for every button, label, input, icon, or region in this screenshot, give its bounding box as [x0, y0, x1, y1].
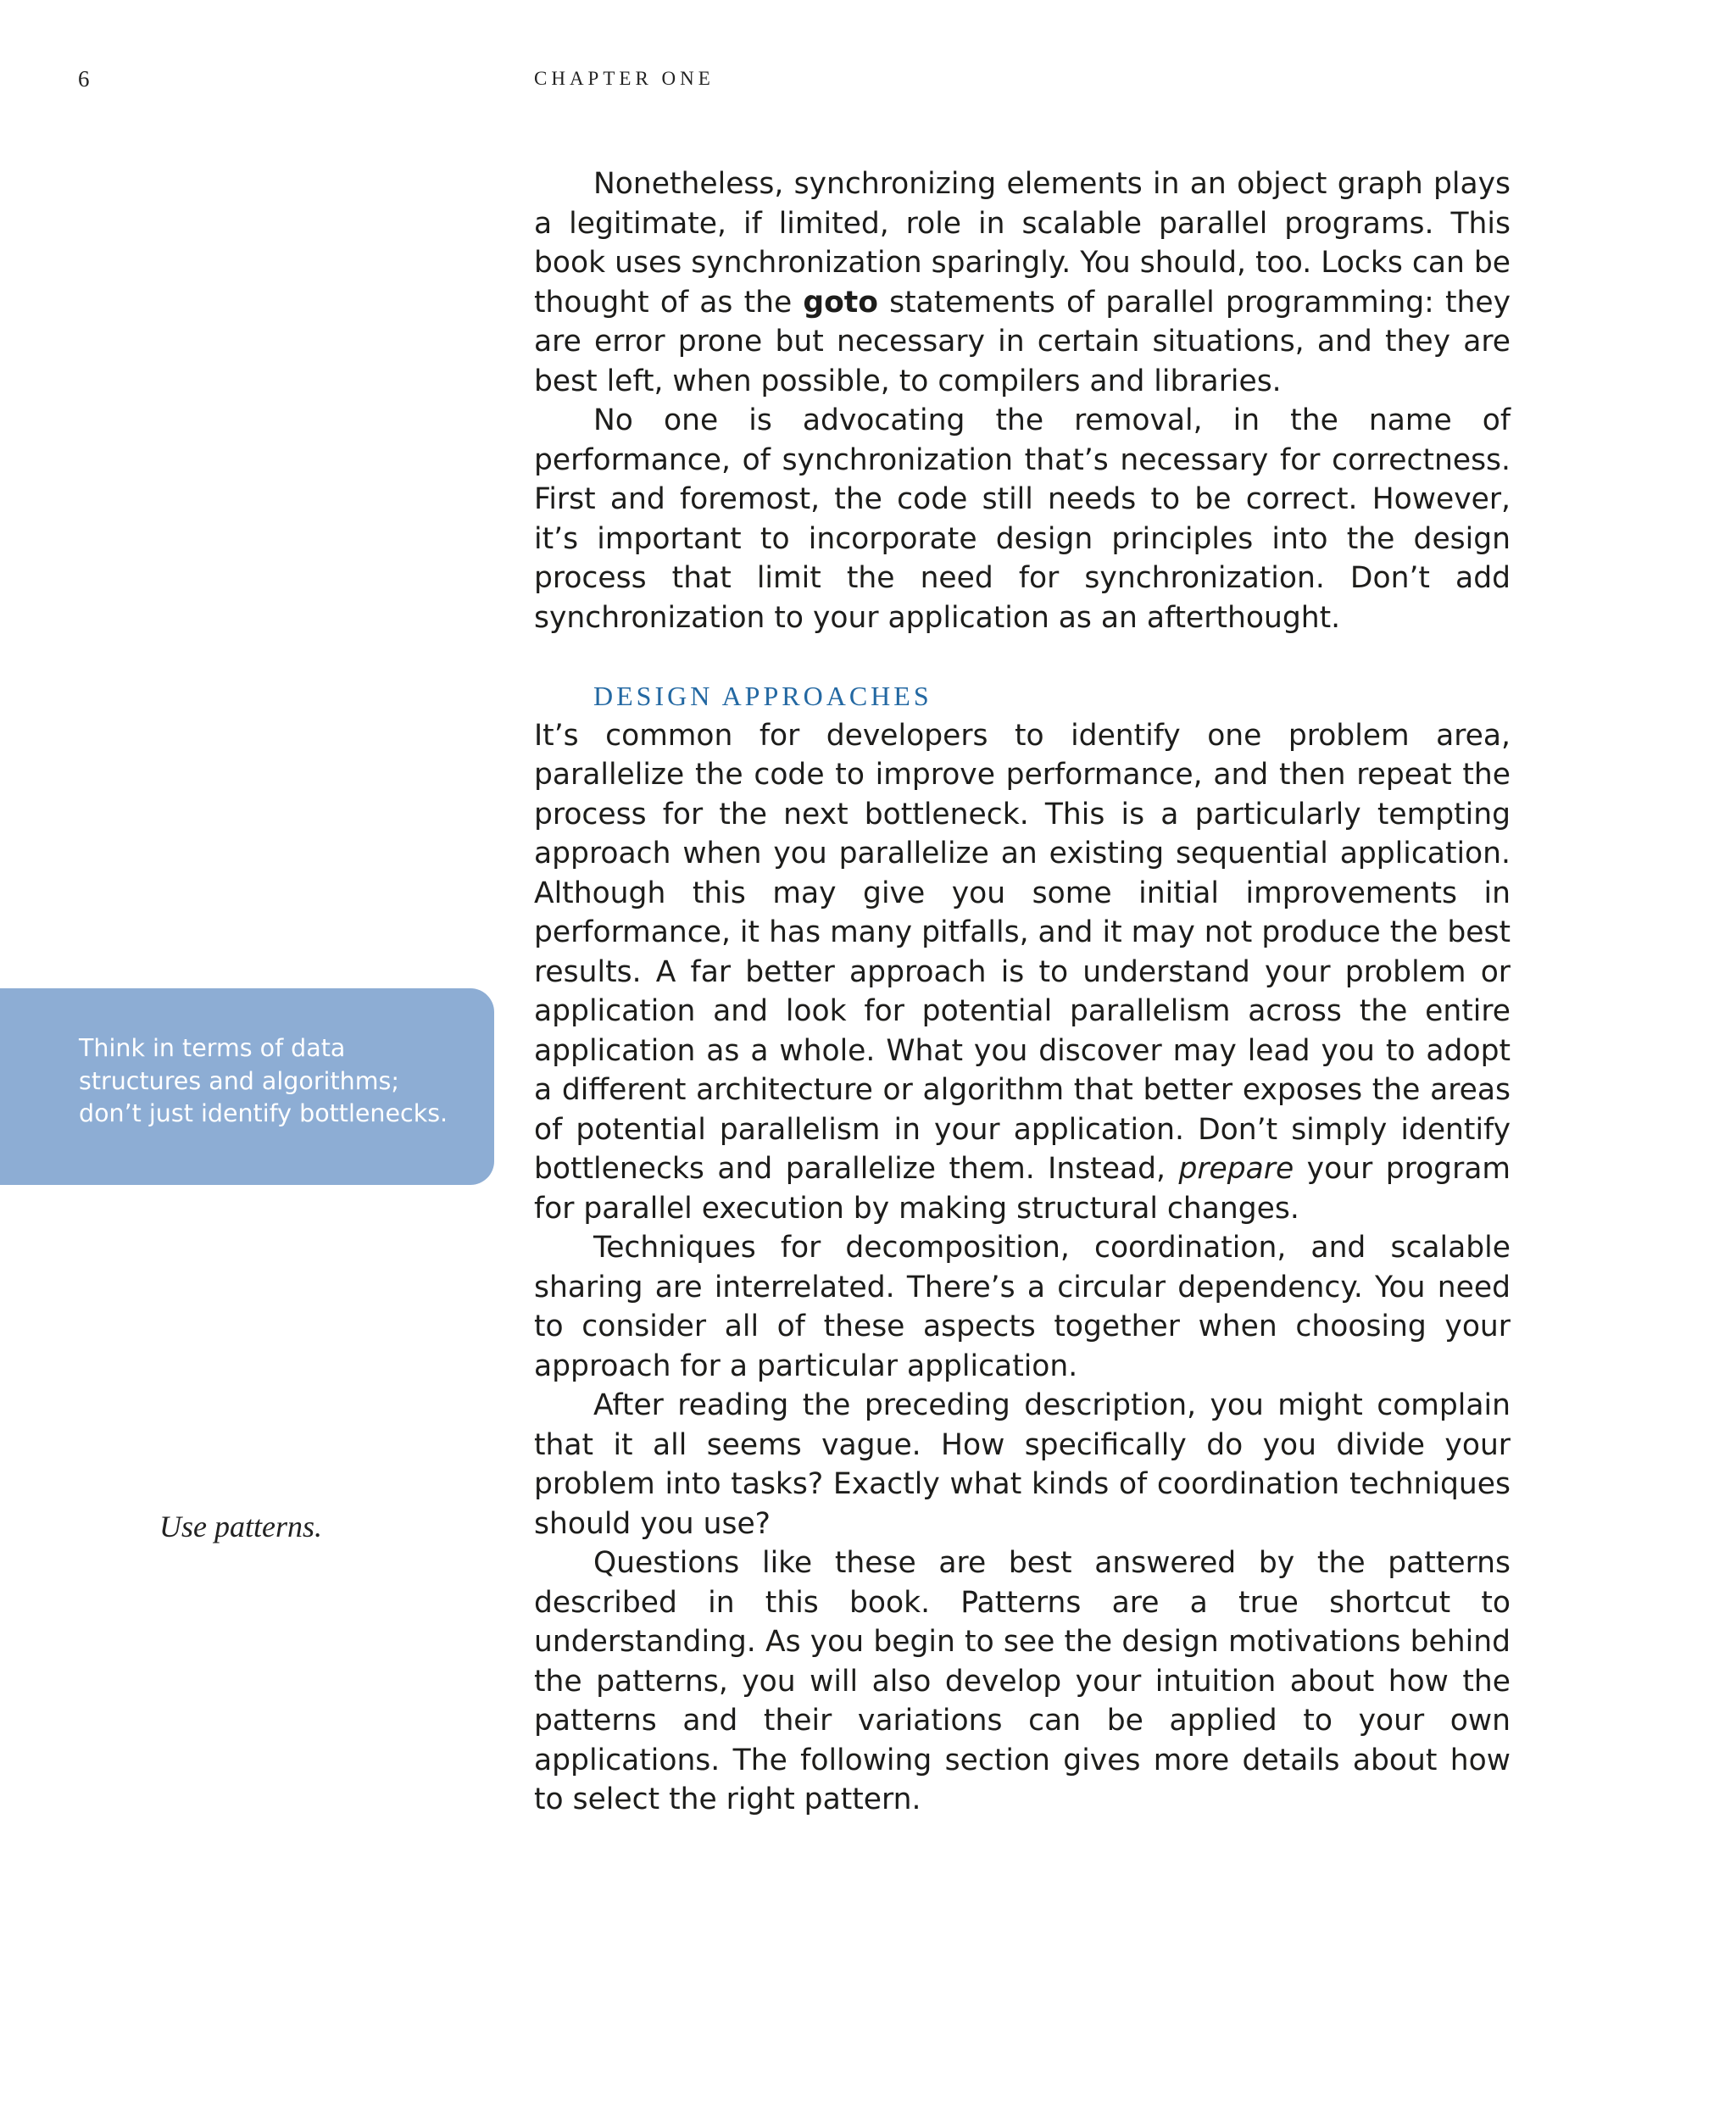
margin-callout-box [0, 988, 494, 1185]
body-text-column [534, 164, 1511, 1820]
paragraph-techniques: Techniques for decomposition, coordination, and scalable sharing are interrelated. There’s a circular dependency. You need to consider all of these aspects together when choosing your approach for a particular application. [534, 1231, 1511, 1383]
running-head: CHAPTER ONE [534, 68, 715, 89]
callout-line: don’t just identify bottlenecks. [79, 1099, 448, 1127]
paragraph-text: your program for parallel execution by making structural changes. [534, 1152, 1511, 1226]
paragraph-no-removal: No one is advocating the removal, in the name of performance, of synchronization that’s necessary for correctness. First and foremost, the code still needs to be correct. However, it’s important to incorporate design principles into the design process that limit the need for synchronization. Don’t add synchronization to your application as an afterthought. [534, 403, 1511, 635]
paragraph-text: It’s common for developers to identify one problem area, parallelize the code to improve performance, and then repeat the process for the next bottleneck. This is a particularly tempting approach when you parallelize an existing sequential application. Although this may give you some initial improvements in performance, it has many pitfalls, and it may not produce the best results. A far better approach is to understand your problem or application and look for potential parallelism across the entire application as a whole. What you discover may lead you to adopt a different architecture or algorithm that better exposes the areas of potential parallelism in your application. Don’t simply identify bottlenecks and parallelize them. Instead, [534, 718, 1511, 1186]
emphasis-prepare: prepare [1178, 1152, 1294, 1186]
keyword-goto: goto [803, 285, 878, 320]
paragraph-common-approach [534, 716, 1511, 1229]
section-heading: DESIGN APPROACHES [593, 681, 932, 711]
paragraph-text: statements of parallel programming: they are error prone but necessary in certain situations, and they are best left, when possible, to compilers and libraries. [534, 285, 1511, 398]
callout-line: structures and algorithms; [79, 1066, 399, 1095]
paragraph-synchronization-role [534, 164, 1511, 401]
callout-line: Think in terms of data [79, 1034, 346, 1062]
paragraph-text: Nonetheless, synchronizing elements in an object graph plays a legitimate, if limited, role in scalable parallel programs. This book uses synchronization sparingly. You should, too. Locks can be thought of as the [534, 167, 1511, 320]
paragraph-patterns: Questions like these are best answered by the patterns described in this book. Patterns are a true shortcut to understanding. As you begin to see the design motivations behind the patterns, you will also develop your intuition about how the patterns and their variations can be applied to your own applications. The following section gives more details about how to select the right pattern. [534, 1546, 1511, 1816]
paragraph-vague: After reading the preceding description, you might complain that it all seems vague. How specifically do you divide your problem into tasks? Exactly what kinds of coordination techniques should you use? [534, 1388, 1511, 1541]
page-number: 6 [78, 66, 90, 92]
margin-note-use-patterns: Use patterns. [159, 1510, 322, 1543]
